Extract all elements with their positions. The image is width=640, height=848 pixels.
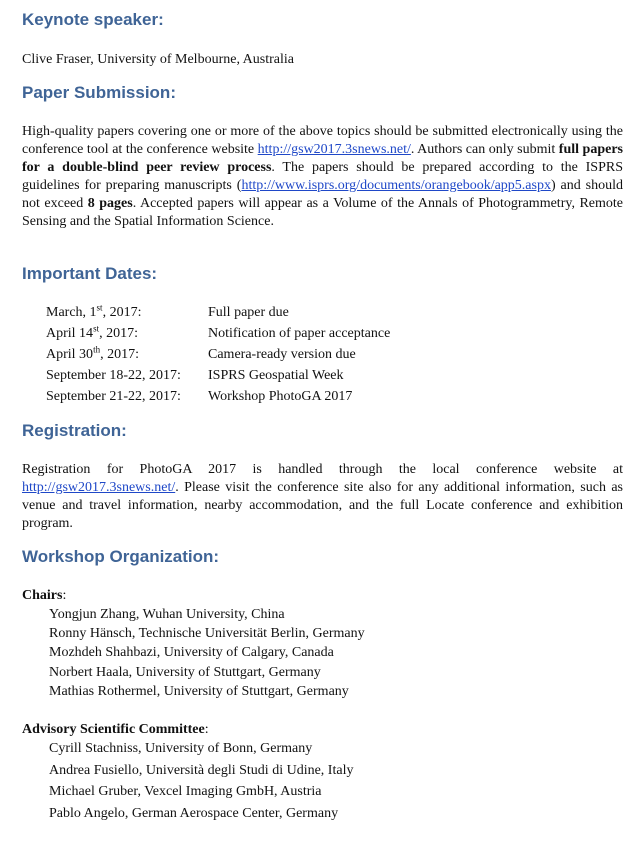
registration-paragraph: Registration for PhotoGA 2017 is handled through the local conference website at http://gsw2017.3snews.net/. Please visit the conference site also for any additional information, such as venue and travel information, nearby accommodation, and the full Locate conference and exhibition program. [22,462,623,531]
list-item: Mozhdeh Shahbazi, University of Calgary, Canada [49,645,334,661]
advisory-list [22,721,353,826]
conference-website-link[interactable]: http://gsw2017.3snews.net/ [257,142,411,157]
registration-heading: Registration: [22,421,127,440]
keynote-heading: Keynote speaker: [22,10,164,29]
registration-website-link[interactable]: http://gsw2017.3snews.net/ [22,480,176,495]
list-item: Ronny Hänsch, Technische Universität Berlin, Germany [49,626,365,642]
list-item: Yongjun Zhang, Wuhan University, China [49,607,285,622]
chairs-list [22,587,365,702]
submission-heading: Paper Submission: [22,83,176,102]
chairs-label: Chairs: [22,588,67,603]
date-row: April 14st, 2017: Notification of paper acceptance [46,323,391,341]
dates-heading: Important Dates: [22,264,158,283]
keynote-text: Clive Fraser, University of Melbourne, Australia [22,52,294,67]
submission-paragraph: High-quality papers covering one or more of the above topics should be submitted electronically using the conference tool at the conference website http://gsw2017.3snews.net/. Authors can only submit full papers for a double-blind peer review process. The papers should be prepared according to the ISPRS guidelines for preparing manuscripts (http://www.isprs.org/documents/orangebook/app5.aspx) and should not exceed 8 pages. Accepted papers will appear as a Volume of the Annals of Photogrammetry, Remote Sensing and the Spatial Information Science. [22,124,624,229]
isprs-guidelines-link[interactable]: http://www.isprs.org/documents/orangebook/app5.aspx [241,178,551,193]
list-item: Andrea Fusiello, Università degli Studi di Udine, Italy [49,762,354,778]
list-item: Mathias Rothermel, University of Stuttgart, Germany [49,683,349,699]
important-dates-list [46,304,390,409]
advisory-label: Advisory Scientific Committee: [22,722,209,737]
organization-heading: Workshop Organization: [22,547,220,566]
date-row: September 21-22, 2017: Workshop PhotoGA 2017 [46,389,353,404]
list-item: Norbert Haala, University of Stuttgart, Germany [49,664,321,680]
date-row: March, 1st, 2017: Full paper due [46,302,289,320]
date-row: September 18-22, 2017: ISPRS Geospatial Week [46,368,344,383]
list-item: Pablo Angelo, German Aerospace Center, Germany [49,805,339,821]
list-item: Cyrill Stachniss, University of Bonn, Germany [49,741,313,756]
date-row: April 30th, 2017: Camera-ready version due [46,344,356,362]
list-item: Michael Gruber, Vexcel Imaging GmbH, Austria [49,784,322,799]
